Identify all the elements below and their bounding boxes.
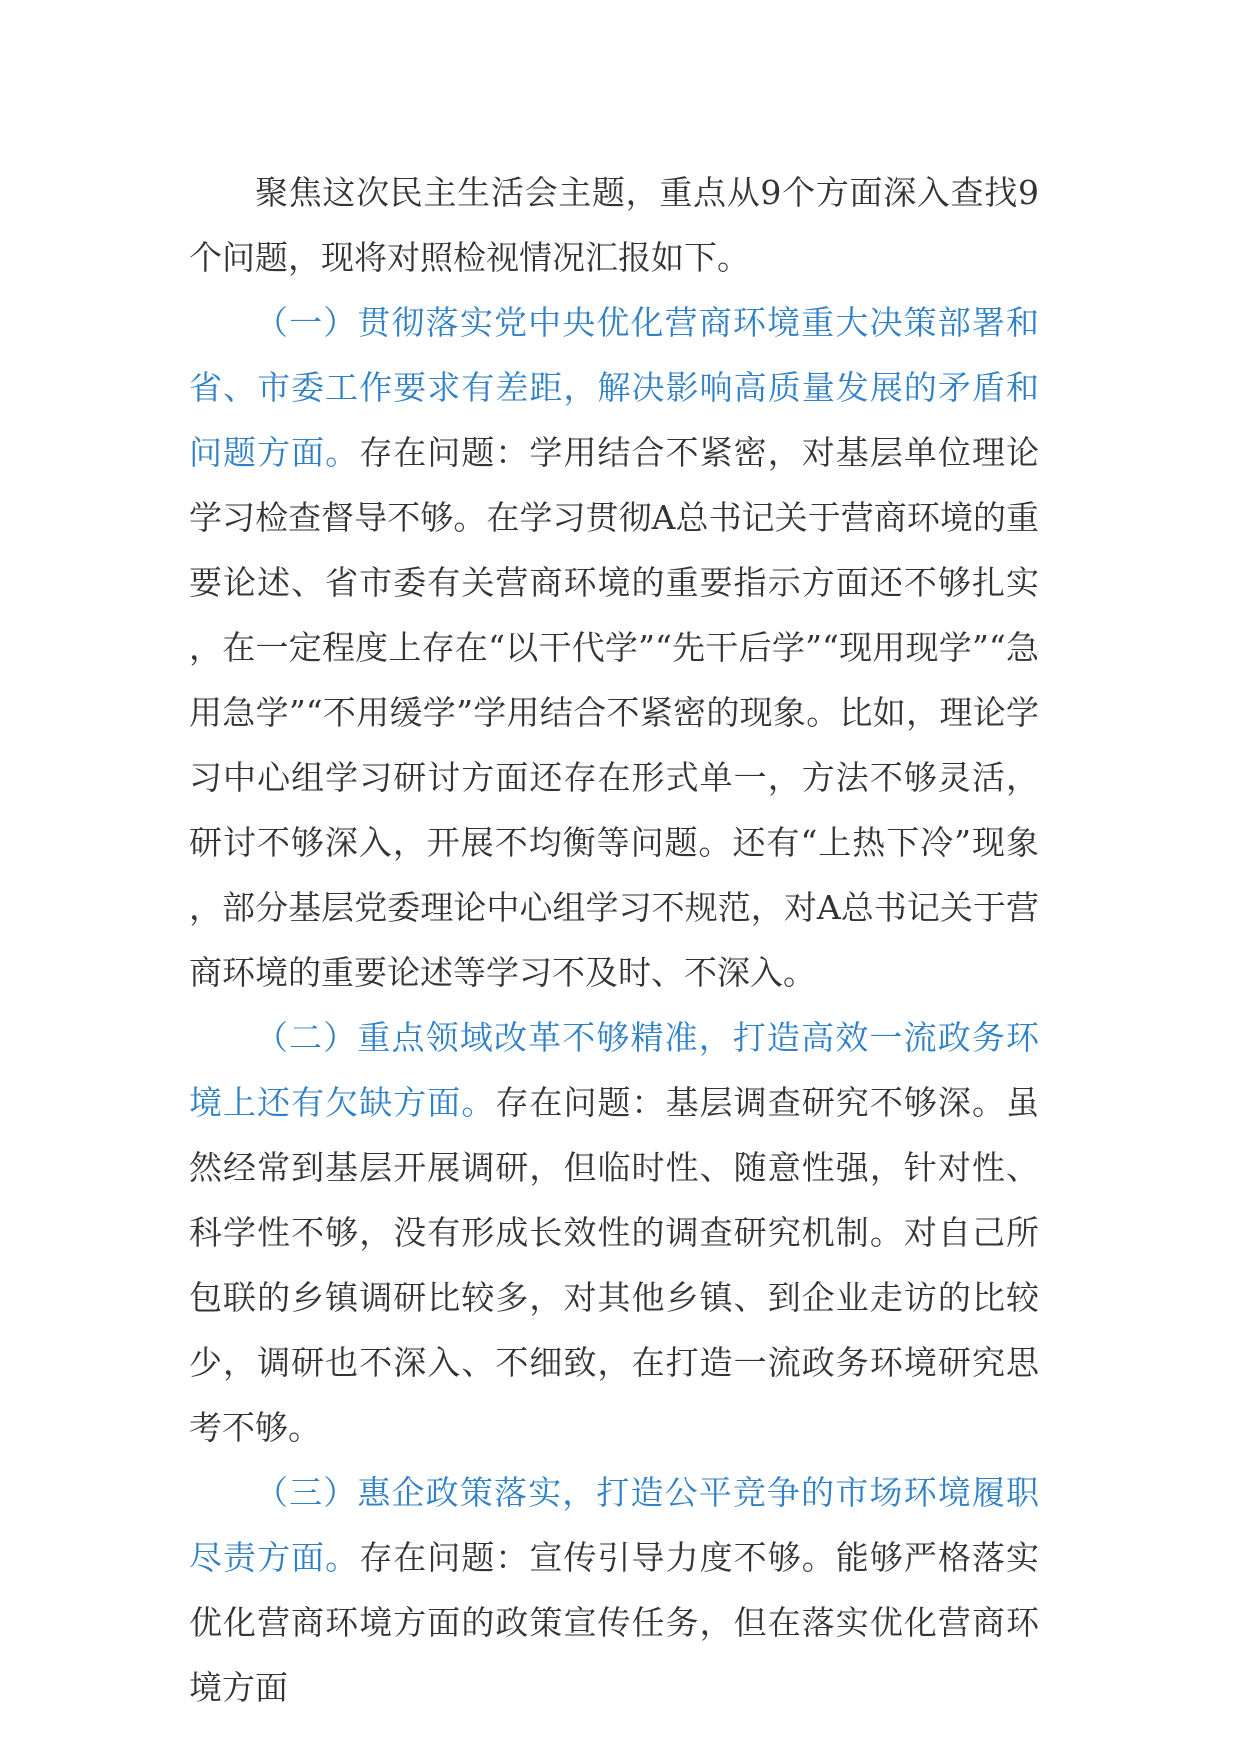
section-3-heading: （三）惠企政策落实，打造公平竞争的市场环境履职尽责方面。 [189, 1473, 1039, 1577]
section-3-text: 存在问题：宣传引导力度不够。能够严格落实优化营商环境方面的政策宣传任务，但在落实优化营商环境方面 [189, 1538, 1040, 1707]
document-body [189, 160, 1039, 1720]
section-1-text: 存在问题：学用结合不紧密，对基层单位理论学习检查督导不够。在学习贯彻A总书记关于营商环境的重要论述、省市委有关营商环境的重要指示方面还不够扎实，在一定程度上存在“以干代学”“先干后学”“现用现学”“急用急学”“不用缓学”学用结合不紧密的现象。比如，理论学习中心组学习研讨方面还存在形式单一，方法不够灵活，研讨不够深入，开展不均衡等问题。还有“上热下冷”现象，部分基层党委理论中心组学习不规范，对A总书记关于营商环境的重要论述等学习不及时、不深入。 [189, 433, 1040, 992]
intro-paragraph [189, 160, 1039, 290]
intro-text: 聚焦这次民主生活会主题，重点从9个方面深入查找9个问题，现将对照检视情况汇报如下。 [189, 173, 1039, 277]
section-2-text: 存在问题：基层调查研究不够深。虽然经常到基层开展调研，但临时性、随意性强，针对性、科学性不够，没有形成长效性的调查研究机制。对自己所包联的乡镇调研比较多，对其他乡镇、到企业走访的比较少，调研也不深入、不细致，在打造一流政务环境研究思考不够。 [189, 1083, 1040, 1447]
section-2-paragraph [189, 1005, 1039, 1460]
section-2-heading: （二）重点领域改革不够精准，打造高效一流政务环境上还有欠缺方面。 [189, 1018, 1039, 1122]
section-1-heading: （一）贯彻落实党中央优化营商环境重大决策部署和省、市委工作要求有差距，解决影响高质量发展的矛盾和问题方面。 [189, 303, 1039, 472]
section-3-paragraph [189, 1460, 1039, 1720]
section-1-paragraph [189, 290, 1039, 1005]
